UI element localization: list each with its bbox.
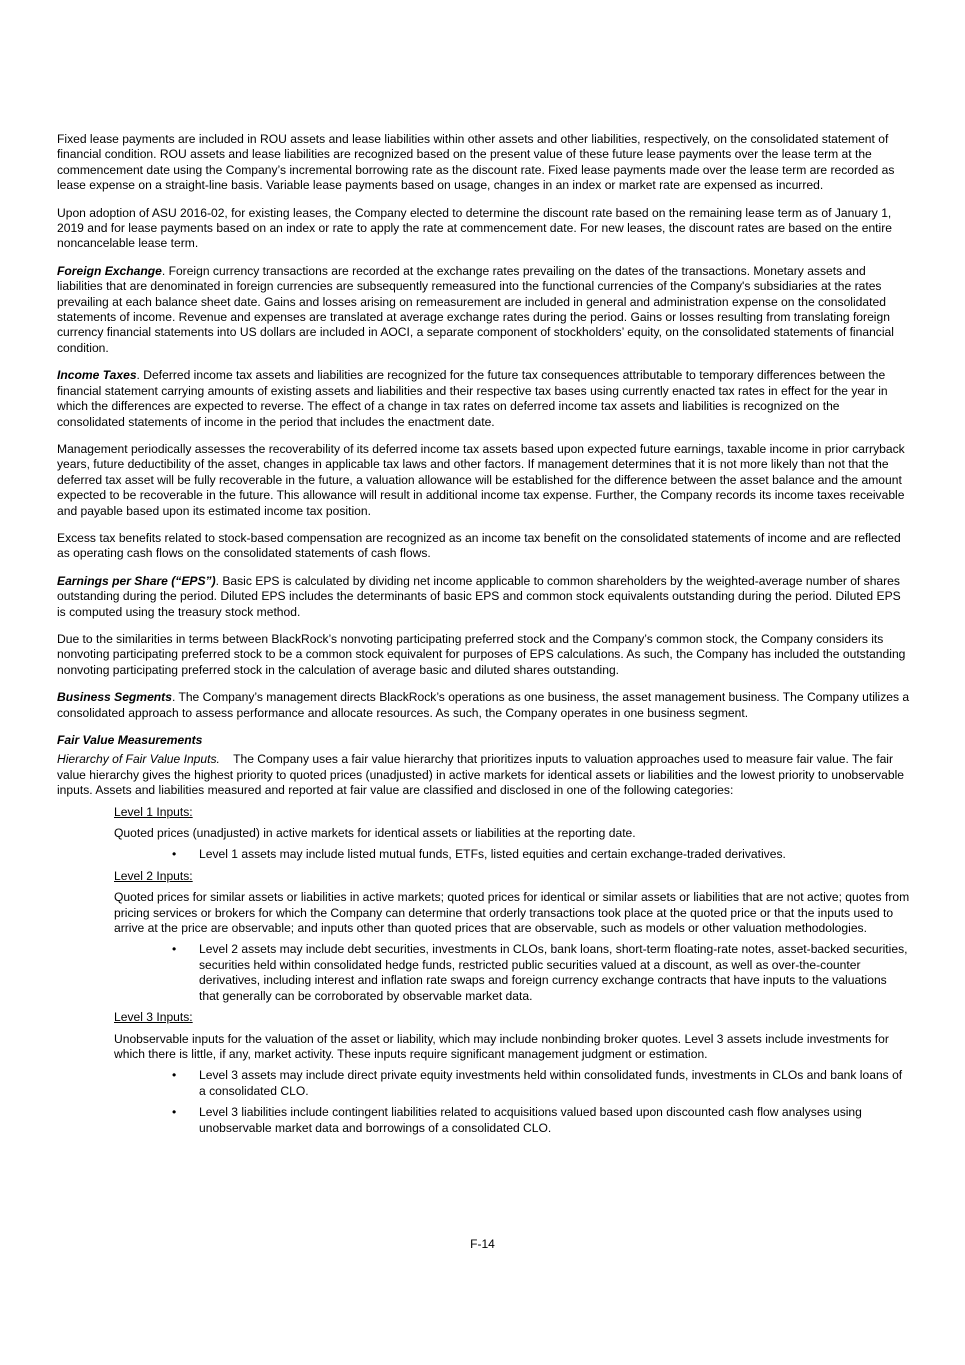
list-item: • Level 2 assets may include debt securities, investments in CLOs, bank loans, short-term floating-rate notes, asset-backed securities, securities held within consolidated hedge funds, restricted public securities valued at a discount, as well as over-the-counter derivatives, including interest and inflation rate swaps and foreign currency exchange contracts that have inputs to the valuations that generally can be corroborated by observable market data. bbox=[199, 942, 910, 1004]
section-business-segments bbox=[57, 690, 910, 721]
section-income-taxes bbox=[57, 368, 910, 430]
section-eps bbox=[57, 574, 910, 620]
list-item: • Level 3 assets may include direct private equity investments held within consolidated funds, investments in CLOs and bank loans of a consolidated CLO. bbox=[199, 1068, 910, 1099]
fair-value-hierarchy-title: Hierarchy of Fair Value Inputs. bbox=[57, 752, 220, 767]
business-segments-text: . The Company’s management directs BlackRock’s operations as one business, the asset management business. The Company utilizes a consolidated approach to assess performance and allocate resources. As such, the Company operates in one business segment. bbox=[57, 690, 910, 720]
paragraph-excess-tax-benefits: Excess tax benefits related to stock-based compensation are recognized as an income tax benefit on the consolidated statements of income and are reflected as operating cash flows on the consolidated statements of cash flows. bbox=[57, 530, 901, 561]
fair-value-heading: Fair Value Measurements bbox=[57, 733, 203, 747]
page-number: F-14 bbox=[470, 1237, 495, 1251]
level-3-bullets bbox=[57, 1068, 910, 1136]
level-2-label: Level 2 Inputs: bbox=[114, 868, 193, 883]
foreign-exchange-text: . Foreign currency transactions are recorded at the exchange rates prevailing on the dates of the transactions. Monetary assets and liabilities that are denominated in foreign currencies are subsequently remeasured into the functional currencies of the Company's subsidiaries at the rates prevailing at each balance sheet date. Gains and losses arising on remeasurement are included in general and administration expense on the consolidated statements of income. Revenue and expenses are translated at average exchange rates during the period. Gains or losses resulting from translating foreign currency financial statements into US dollars are included in AOCI, a separate component of stockholders’ equity, on the consolidated statements of financial condition. bbox=[57, 263, 894, 355]
list-item: • Level 1 assets may include listed mutual funds, ETFs, listed equities and certain exchange-traded derivatives. bbox=[199, 847, 910, 862]
income-taxes-text: . Deferred income tax assets and liabilities are recognized for the future tax consequences attributable to temporary differences between the financial statement carrying amounts of existing assets and liabilities and their respective tax bases using currently enacted tax rates in effect for the year in which the differences are expected to reverse. The effect of a change in tax rates on deferred income tax assets and liabilities is recognized on the consolidated statements of income in the period that includes the enactment date. bbox=[57, 368, 888, 429]
income-taxes-title: Income Taxes bbox=[57, 368, 137, 383]
section-foreign-exchange bbox=[57, 264, 910, 356]
paragraph-eps-preferred: Due to the similarities in terms between BlackRock’s nonvoting participating preferred stock and the Company’s common stock, the Company considers its nonvoting participating preferred stock to be a common stock equivalent for purposes of EPS calculations. As such, the Company has included the outstanding nonvoting participating preferred stock in the calculation of average basic and diluted shares outstanding. bbox=[57, 631, 906, 677]
paragraph-lease-payments: Fixed lease payments are included in ROU assets and lease liabilities within other assets and other liabilities, respectively, on the consolidated statement of financial condition. ROU assets and lease liabilities are recognized based on the present value of these future lease payments over the lease term at the commencement date using the Company’s incremental borrowing rate as the discount rate. Fixed lease payments made over the lease term are recorded as lease expense on a straight-line basis. Variable lease payments based on usage, changes in an index or market rate are expensed as incurred. bbox=[57, 132, 895, 193]
level-1-description: Quoted prices (unadjusted) in active markets for identical assets or liabilities at the reporting date. bbox=[114, 826, 636, 841]
level-2-description: Quoted prices for similar assets or liabilities in active markets; quoted prices for identical or similar assets or liabilities that are not active; quotes from pricing services or brokers for which the Company can determine that orderly transactions took place at the quoted price or that the inputs used to arrive at the price are observable; and inputs other than quoted prices that are observable, such as models or other valuation methodologies. bbox=[114, 890, 910, 936]
level-2-bullets bbox=[57, 942, 910, 1004]
level-1-bullets bbox=[57, 847, 910, 862]
level-3-label: Level 3 Inputs: bbox=[114, 1010, 193, 1025]
business-segments-title: Business Segments bbox=[57, 690, 172, 705]
foreign-exchange-title: Foreign Exchange bbox=[57, 263, 162, 278]
fair-value-hierarchy-text: The Company uses a fair value hierarchy that prioritizes inputs to valuation approaches used to measure fair value. The fair value hierarchy gives the highest priority to quoted prices (unadjusted) in active markets for identical assets or liabilities and the lowest priority to unobservable inputs. Assets and liabilities measured and reported at fair value are classified and disclosed in one of the following categories: bbox=[57, 752, 908, 798]
paragraph-asu-adoption: Upon adoption of ASU 2016-02, for existing leases, the Company elected to determine the discount rate based on the remaining lease term as of January 1, 2019 and for lease payments based on an index or rate to apply the rate at commencement date. For new leases, the discount rates are based on the entire noncancelable lease term. bbox=[57, 205, 892, 251]
eps-title: Earnings per Share (“EPS”) bbox=[57, 573, 216, 588]
list-item: • Level 3 liabilities include contingent liabilities related to acquisitions valued based upon discounted cash flow analyses using unobservable market data and borrowings of a consolidated CLO. bbox=[199, 1105, 910, 1136]
paragraph-tax-recoverability: Management periodically assesses the recoverability of its deferred income tax assets based upon expected future earnings, taxable income in prior carryback years, future deductibility of the asset, changes in applicable tax laws and other factors. If management determines that it is not more likely than not that the deferred tax asset will be fully recoverable in the future, a valuation allowance will be established for the difference between the asset balance and the amount expected to be recoverable in the future. This allowance will result in additional income tax expense. Further, the Company records its income taxes receivable and payable based upon its estimated income tax position. bbox=[57, 441, 905, 518]
level-3-description: Unobservable inputs for the valuation of the asset or liability, which may include nonbinding broker quotes. Level 3 assets include investments for which there is little, if any, market activity. These inputs require significant management judgment or estimation. bbox=[114, 1031, 889, 1061]
level-1-label: Level 1 Inputs: bbox=[114, 804, 193, 819]
fair-value-hierarchy-paragraph bbox=[57, 752, 910, 798]
document-body bbox=[57, 132, 910, 1142]
eps-text: . Basic EPS is calculated by dividing net income applicable to common shareholders by the weighted-average number of shares outstanding during the period. Diluted EPS includes the determinants of basic EPS and common stock equivalents outstanding during the period. Diluted EPS is computed using the treasury stock method. bbox=[57, 573, 901, 619]
